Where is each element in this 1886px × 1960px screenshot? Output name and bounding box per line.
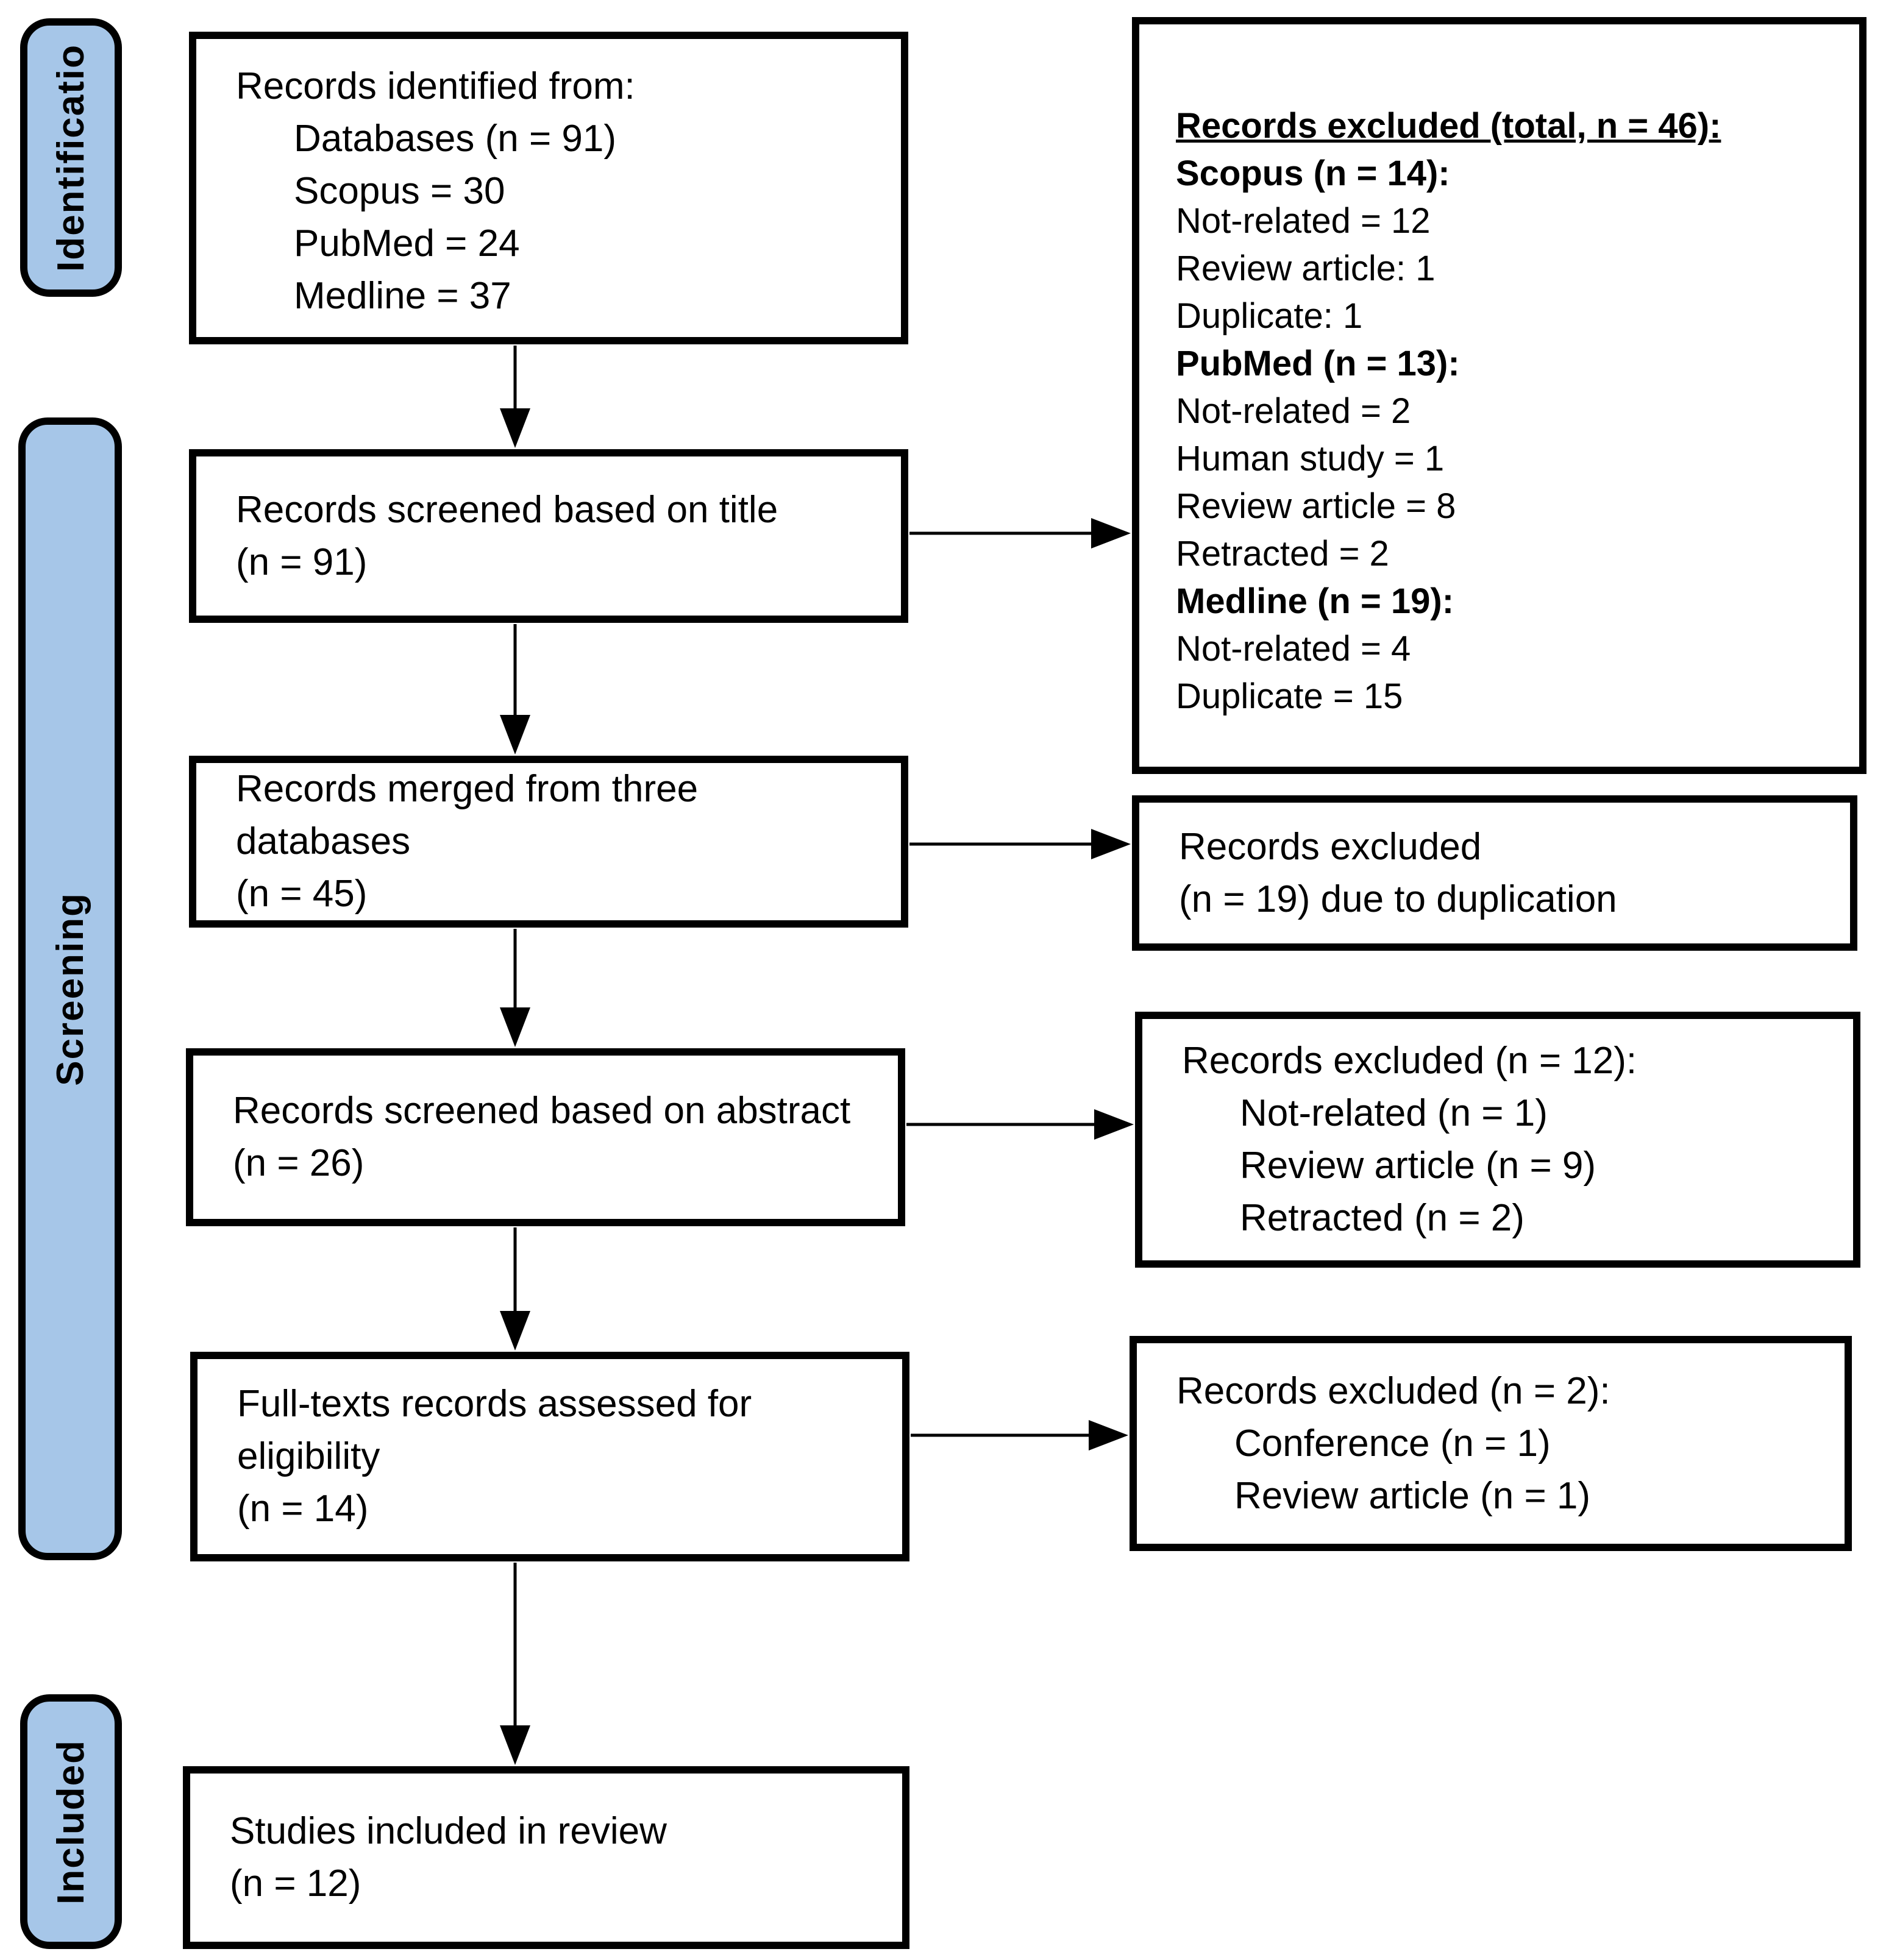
arrow-head <box>500 715 530 755</box>
box-line: Duplicate: 1 <box>1176 296 1363 336</box>
arrow-head <box>1091 518 1131 549</box>
box-line: Review article = 8 <box>1176 486 1456 526</box>
box-line: Not-related = 4 <box>1176 629 1411 669</box>
arrow-fulltext-to-included <box>500 1563 530 1765</box>
arrow-head <box>500 408 530 448</box>
arrow-abstract-to-excluded <box>906 1109 1134 1140</box>
box-line: Not-related = 12 <box>1176 201 1431 241</box>
arrow-head <box>1094 1109 1134 1140</box>
box-line: Retracted (n = 2) <box>1240 1197 1525 1239</box>
box-line: PubMed = 24 <box>294 222 520 265</box>
box-line: Records merged from three databases <box>236 768 699 862</box>
box-line: Scopus (n = 14): <box>1176 154 1450 193</box>
box-line: PubMed (n = 13): <box>1176 344 1460 383</box>
box-line: Records excluded <box>1179 825 1482 868</box>
stage-label-included: Included <box>50 1739 92 1905</box>
box-line: Scopus = 30 <box>294 170 505 212</box>
box-line: Conference (n = 1) <box>1234 1422 1551 1465</box>
box-line: (n = 91) <box>236 541 368 583</box>
box-line: (n = 26) <box>233 1142 365 1184</box>
box-line: (n = 45) <box>236 873 368 915</box>
box-line: Full-texts records assessed for eligibility <box>237 1383 752 1477</box>
stage-label-screening: Screening <box>49 892 91 1086</box>
box-line: Not-related (n = 1) <box>1240 1092 1548 1134</box>
box-line: Databases (n = 91) <box>294 118 617 160</box>
arrow-head <box>500 1007 530 1047</box>
box-line: Records excluded (total, n = 46): <box>1176 106 1721 146</box>
box-line: Studies included in review <box>230 1810 667 1852</box>
box-line: Records screened based on title <box>236 488 778 531</box>
arrow-head <box>500 1311 530 1351</box>
box-line: Review article: 1 <box>1176 249 1436 288</box>
box-line: Medline = 37 <box>294 275 511 317</box>
arrow-title-to-excluded-total <box>909 518 1131 549</box>
arrow-merged-to-excluded-duplication <box>909 829 1131 859</box>
box-line: Review article (n = 9) <box>1240 1145 1596 1187</box>
box-line: (n = 12) <box>230 1862 361 1905</box>
arrow-title-to-merged <box>500 624 530 755</box>
arrow-merged-to-abstract <box>500 929 530 1047</box>
box-line: Records identified from: <box>236 65 635 107</box>
arrow-abstract-to-fulltext <box>500 1227 530 1351</box>
arrow-fulltext-to-excluded <box>911 1420 1128 1450</box>
box-line: Duplicate = 15 <box>1176 676 1403 716</box>
box-line: Review article (n = 1) <box>1234 1474 1591 1517</box>
box-line: Records excluded (n = 2): <box>1176 1369 1610 1412</box>
stage-label-identification: Identificatio <box>50 43 92 272</box>
box-line: Not-related = 2 <box>1176 391 1411 431</box>
arrow-identified-to-title <box>500 346 530 448</box>
arrow-head <box>500 1725 530 1765</box>
box-line: Records screened based on abstract <box>233 1090 851 1132</box>
box-line: Retracted = 2 <box>1176 534 1389 573</box>
box-line: (n = 14) <box>237 1488 369 1530</box>
box-line: Records excluded (n = 12): <box>1182 1040 1637 1082</box>
arrow-head <box>1089 1420 1128 1450</box>
box-line: Medline (n = 19): <box>1176 581 1454 621</box>
arrow-head <box>1091 829 1131 859</box>
box-line: Human study = 1 <box>1176 439 1445 478</box>
box-line: (n = 19) due to duplication <box>1179 878 1617 920</box>
